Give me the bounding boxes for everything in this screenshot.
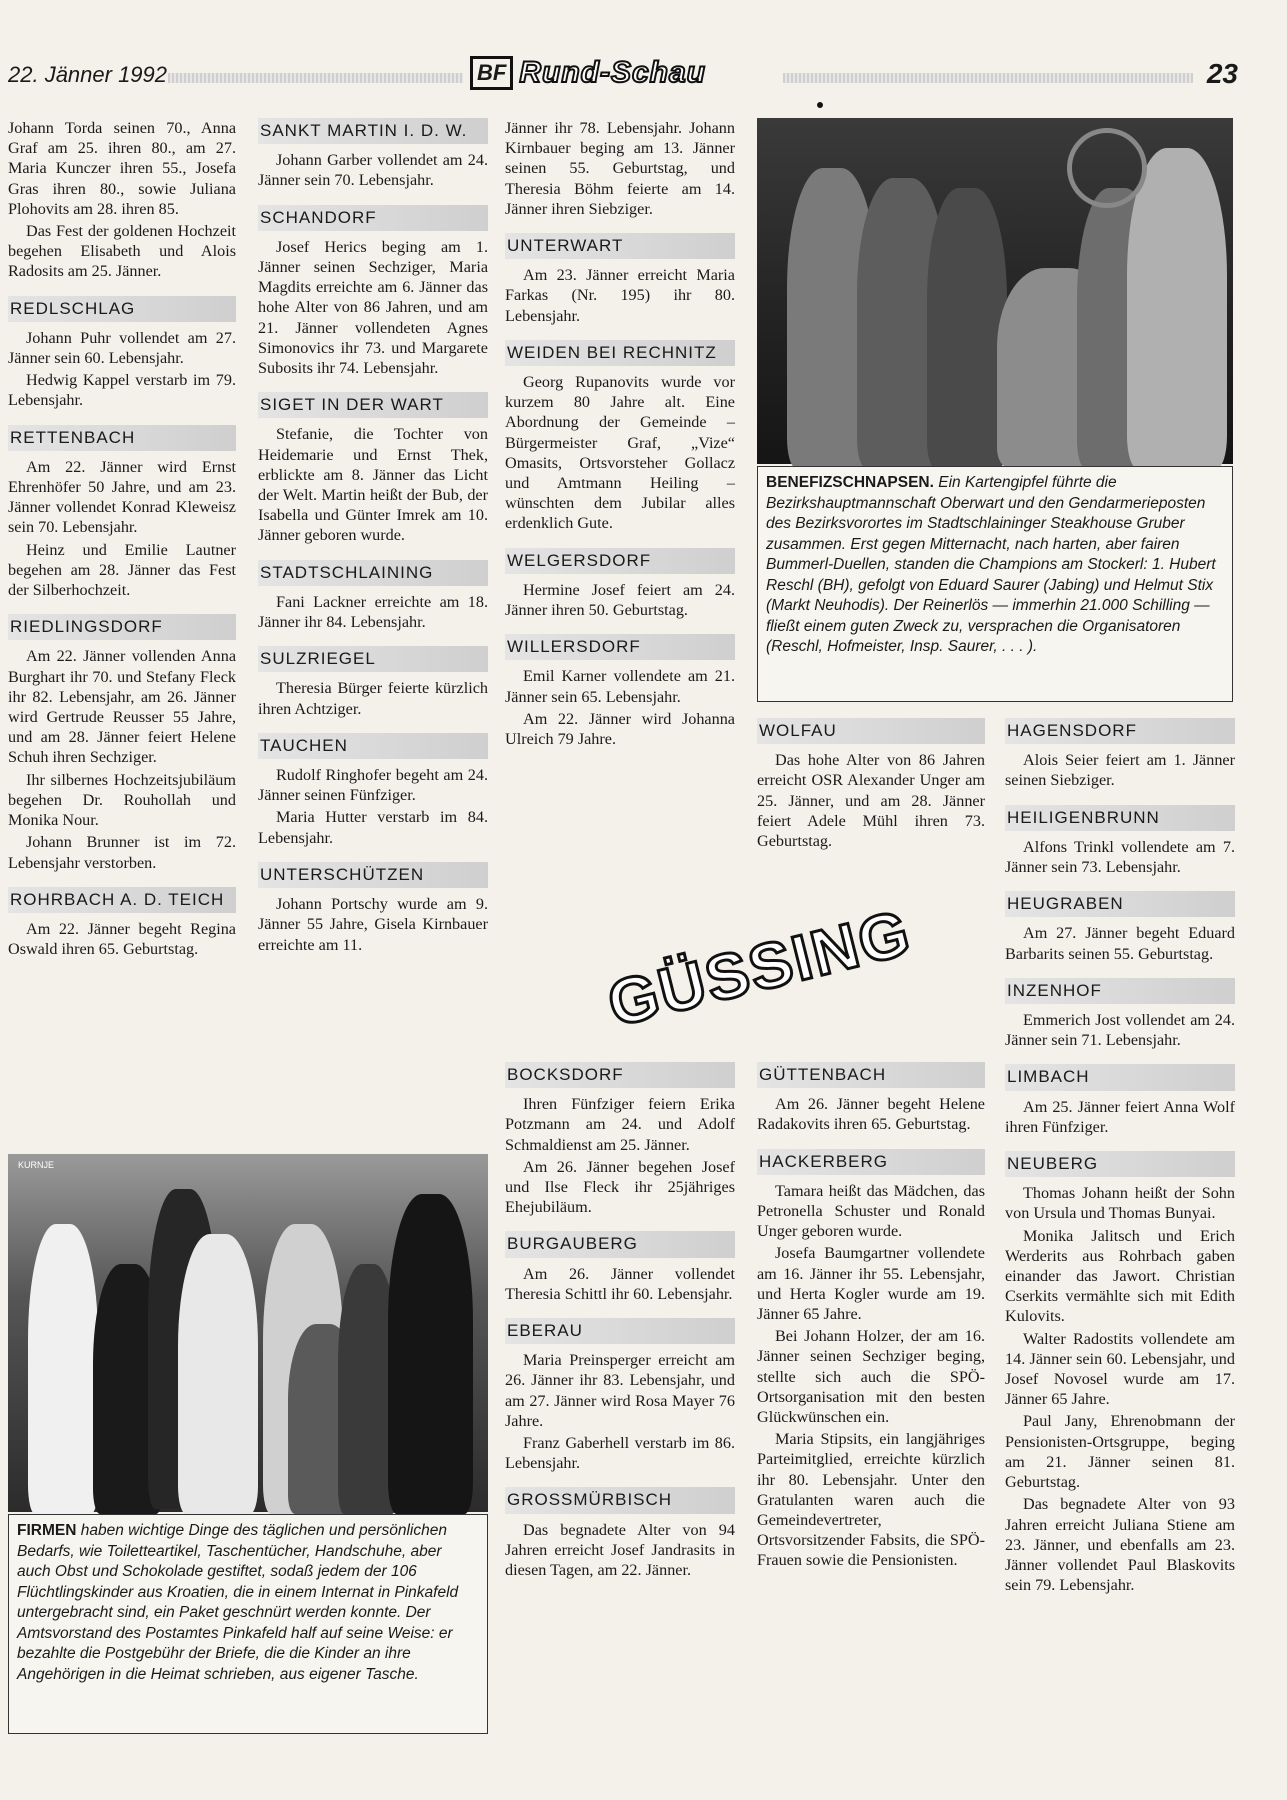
section-heading: WOLFAU — [757, 718, 985, 744]
bf-logo: BF — [470, 56, 513, 90]
article-paragraph: Am 26. Jänner begeht Helene Radakovits ihren 65. Geburtstag. — [757, 1095, 985, 1134]
section-heading: SULZRIEGEL — [258, 646, 488, 672]
column-5 — [1005, 718, 1235, 1597]
article-paragraph: Am 27. Jänner begeht Eduard Barbarits seinen 55. Geburtstag. — [1005, 924, 1235, 963]
article-paragraph: Hedwig Kappel verstarb im 79. Lebensjahr. — [8, 371, 236, 410]
section-heading: STADTSCHLAINING — [258, 560, 488, 586]
section-heading: HACKERBERG — [757, 1149, 985, 1175]
firmen-photo — [8, 1154, 488, 1512]
article-paragraph: Am 23. Jänner erreicht Maria Farkas (Nr. 195) ihr 80. Lebensjahr. — [505, 266, 735, 325]
caption-firmen — [8, 1514, 488, 1734]
guessing-title-graphic — [600, 880, 919, 1041]
article-paragraph: Jänner ihr 78. Lebensjahr. Johann Kirnbauer beging am 13. Jänner seinen 55. Geburtstag, und Theresia Böhm feierte am 14. Jänner ihren Siebziger. — [505, 119, 735, 218]
article-paragraph: Johann Garber vollendet am 24. Jänner sein 70. Lebensjahr. — [258, 151, 488, 190]
page-header — [8, 58, 1238, 94]
article-paragraph: Rudolf Ringhofer begeht am 24. Jänner seinen Fünfziger. — [258, 766, 488, 805]
article-paragraph: Stefanie, die Tochter von Heidemarie und Ernst Thek, erblickte am 8. Jänner das Licht der Welt. Martin heißt der Bub, der Isabella und Günter Imrek am 10. Jänner geboren wurde. — [258, 425, 488, 545]
section-heading: WEIDEN BEI RECHNITZ — [505, 340, 735, 366]
page-number: 23 — [1206, 58, 1238, 89]
section-heading: LIMBACH — [1005, 1064, 1235, 1090]
article-paragraph: Johann Puhr vollendet am 27. Jänner sein 60. Lebensjahr. — [8, 328, 236, 368]
section-heading: HEUGRABEN — [1005, 891, 1235, 917]
article-paragraph: Das hohe Alter von 86 Jahren erreicht OSR Alexander Unger am 25. Jänner, und am 28. Jänner feiert Adele Mühl ihren 73. Geburtstag. — [757, 751, 985, 851]
section-heading: RETTENBACH — [8, 425, 236, 451]
column-3-guessing — [505, 1062, 735, 1582]
article-paragraph: Johann Portschy wurde am 9. Jänner 55 Jahre, Gisela Kirnbauer erreichte am 11. — [258, 895, 488, 954]
section-heading: WELGERSDORF — [505, 548, 735, 574]
section-heading: HEILIGENBRUNN — [1005, 805, 1235, 831]
section-heading: UNTERSCHÜTZEN — [258, 862, 488, 888]
column-3 — [505, 118, 735, 751]
article-paragraph: Alfons Trinkl vollendete am 7. Jänner sein 73. Lebensjahr. — [1005, 837, 1235, 877]
section-heading: HAGENSDORF — [1005, 718, 1235, 744]
section-heading: RIEDLINGSDORF — [8, 614, 236, 640]
print-mark — [817, 102, 823, 108]
article-paragraph: Josef Herics beging am 1. Jänner seinen Sechziger, Maria Magdits erreichte am 6. Jänner das hohe Alter von 86 Jahren, und am 21. Jänner vollendeten Agnes Simonovics ihr 73. und Margarete Subosits ihr 74. Lebensjahr. — [258, 237, 488, 378]
article-paragraph: Bei Johann Holzer, der am 16. Jänner seinen Sechziger beging, stellte sich auch die SPÖ-Ortsorganisation mit den besten Glückwünschen ein. — [757, 1327, 985, 1427]
column-4-guessing — [757, 1062, 985, 1573]
article-paragraph: Am 22. Jänner begeht Regina Oswald ihren 65. Geburtstag. — [8, 919, 236, 959]
article-paragraph: Maria Hutter verstarb im 84. Lebensjahr. — [258, 808, 488, 847]
rundschau-logo: Rund-Schau — [519, 56, 706, 89]
section-heading: EBERAU — [505, 1318, 735, 1344]
article-paragraph: Emmerich Jost vollendet am 24. Jänner sein 71. Lebensjahr. — [1005, 1011, 1235, 1050]
article-paragraph: Am 26. Jänner begehen Josef und Ilse Fleck ihr 25jähriges Ehejubiläum. — [505, 1157, 735, 1217]
caption-text: Ein Kartengipfel führte die Bezirkshauptmannschaft Oberwart und den Gendarmerieposten des Bezirksvorortes im Stadtschlaininger Steakhouse Gruber zusammen. Erst gegen Mitternacht, nach harten, aber fairen Bummerl-Duellen, standen die Champions am Stockerl: 1. Hubert Reschl (BH), gefolgt von Eduard Saurer (Jabing) und Helmut Stix (Markt Neuhodis). Der Reinerlös — immerhin 21.000 Schilling — fließt einem guten Zweck zu, versprachen die Organisatoren (Reschl, Hofmeister, Insp. Saurer, . . . ). — [766, 474, 1216, 655]
article-paragraph: Tamara heißt das Mädchen, das Petronella Schuster und Ronald Unger geboren wurde. — [757, 1181, 985, 1241]
article-paragraph: Ihr silbernes Hochzeitsjubiläum begehen Dr. Rouhollah und Monika Nour. — [8, 770, 236, 830]
article-paragraph: Heinz und Emilie Lautner begehen am 28. Jänner das Fest der Silberhochzeit. — [8, 540, 236, 600]
benefizschnapsen-photo — [757, 118, 1233, 464]
caption-text: haben wichtige Dinge des täglichen und persönlichen Bedarfs, wie Toiletteartikel, Taschentücher, Handschuhe, aber auch Obst und Schokolade gestiftet, sodaß jedem der 106 Flüchtlingskinder aus Kroatien, die in einem Internat in Pinkafeld untergebracht sind, ein Paket geschnürt werden konnte. Der Amtsvorstand des Postamtes Pinkafeld half auf seine Weise: er bezahlte die Postgebühr der Briefe, die die Kinder an ihre Angehörigen in die Heimat schrieben, aus eigener Tasche. — [17, 1522, 459, 1683]
column-2 — [258, 118, 488, 957]
section-heading: BOCKSDORF — [505, 1062, 735, 1088]
article-paragraph: Das Fest der goldenen Hochzeit begehen Elisabeth und Alois Radosits am 25. Jänner. — [8, 222, 236, 281]
article-paragraph: Emil Karner vollendete am 21. Jänner sein 65. Lebensjahr. — [505, 667, 735, 706]
article-paragraph: Franz Gaberhell verstarb im 86. Lebensjahr. — [505, 1434, 735, 1473]
caption-lead: FIRMEN — [17, 1522, 77, 1539]
article-paragraph: Monika Jalitsch und Erich Werderits aus Rohrbach gaben einander das Jawort. Christian Cserkits vermählte sich mit Edith Kulovits. — [1005, 1226, 1235, 1326]
section-heading: GROSSMÜRBISCH — [505, 1487, 735, 1513]
section-heading: NEUBERG — [1005, 1151, 1235, 1177]
section-heading: REDLSCHLAG — [8, 296, 236, 322]
article-paragraph: Paul Jany, Ehrenobmann der Pensionisten-Ortsgruppe, beging am 21. Jänner seinen 81. Geburtstag. — [1005, 1412, 1235, 1492]
article-paragraph: Am 22. Jänner wird Ernst Ehrenhöfer 50 Jahre, und am 23. Jänner vollendet Konrad Kleweisz sein 70. Lebensjahr. — [8, 457, 236, 537]
article-paragraph: Maria Preinsperger erreicht am 26. Jänner ihr 83. Lebensjahr, und am 27. Jänner wird Rosa Mayer 76 Jahre. — [505, 1351, 735, 1430]
article-paragraph: Theresia Bürger feierte kürzlich ihren Achtziger. — [258, 679, 488, 718]
issue-date: 22. Jänner 1992 — [8, 62, 168, 87]
article-paragraph: Ihren Fünfziger feiern Erika Potzmann am 24. und Adolf Schmaldienst am 25. Jänner. — [505, 1095, 735, 1154]
section-heading: SIGET IN DER WART — [258, 392, 488, 418]
article-paragraph: Johann Torda seinen 70., Anna Graf am 25. ihren 80., am 27. Maria Kunczer ihren 55., Josefa Gras ihren 80., sowie Juliana Plohovits am 28. ihren 85. — [8, 119, 236, 218]
caption-benefizschnapsen — [757, 466, 1233, 702]
section-heading: GÜTTENBACH — [757, 1062, 985, 1088]
photo-credit: KURNJE — [18, 1160, 55, 1170]
section-heading: UNTERWART — [505, 233, 735, 259]
section-heading: ROHRBACH A. D. TEICH — [8, 887, 236, 913]
column-1 — [8, 118, 236, 961]
column-4 — [757, 718, 985, 853]
article-paragraph: Fani Lackner erreichte am 18. Jänner ihr 84. Lebensjahr. — [258, 592, 488, 632]
article-paragraph: Hermine Josef feiert am 24. Jänner ihren 50. Geburtstag. — [505, 580, 735, 620]
article-paragraph: Das begnadete Alter von 94 Jahren erreicht Josef Jandrasits in diesen Tagen, am 22. Jänner. — [505, 1520, 735, 1580]
section-heading: SANKT MARTIN I. D. W. — [258, 118, 488, 144]
section-heading: INZENHOF — [1005, 978, 1235, 1004]
header-rule-right — [783, 73, 1193, 83]
article-paragraph: Das begnadete Alter von 93 Jahren erreicht Juliana Stiene am 23. Jänner, und ebenfalls am 23. Jänner vollendet Paul Blaskovits sein 79. Lebensjahr. — [1005, 1495, 1235, 1595]
section-heading: WILLERSDORF — [505, 634, 735, 660]
caption-lead: BENEFIZSCHNAPSEN. — [766, 474, 934, 491]
article-paragraph: Maria Stipsits, ein langjähriges Parteimitglied, erreichte kürzlich ihr 80. Lebensjahr. Unter den Gratulanten waren auch die Gemeindevertreter, Ortsvorsitzender Fabsits, die SPÖ-Frauen sowie die Pensionisten. — [757, 1430, 985, 1570]
article-paragraph: Am 22. Jänner wird Johanna Ulreich 79 Jahre. — [505, 709, 735, 749]
guessing-section-logo — [600, 880, 919, 1041]
masthead-logo — [470, 54, 706, 92]
article-paragraph: Walter Radostits vollendete am 14. Jänner sein 60. Lebensjahr, und Josef Novosel wurde am 17. Jänner 65 Jahre. — [1005, 1329, 1235, 1409]
section-heading: TAUCHEN — [258, 733, 488, 759]
section-heading: BURGAUBERG — [505, 1231, 735, 1257]
article-paragraph: Johann Brunner ist im 72. Lebensjahr verstorben. — [8, 833, 236, 872]
article-paragraph: Alois Seier feiert am 1. Jänner seinen Siebziger. — [1005, 751, 1235, 790]
guessing-title: GÜSSING — [600, 895, 919, 1041]
article-paragraph: Am 22. Jänner vollenden Anna Burghart ihr 70. und Stefany Fleck ihr 82. Lebensjahr, am 26. Jänner wird Gertrude Reusser 55 Jahre, und am 28. Jänner feiert Helene Schuh ihren Sechziger. — [8, 647, 236, 767]
header-rule-left — [168, 73, 463, 83]
article-paragraph: Georg Rupanovits wurde vor kurzem 80 Jahre alt. Eine Abordnung der Gemeinde – Bürgermeister Graf, „Vize“ Omasits, Ortsvorsteher Gollacz und Amtmann Heiling – wünschten dem Jubilar alles erdenklich Gute. — [505, 373, 735, 533]
article-paragraph: Thomas Johann heißt der Sohn von Ursula und Thomas Bunyai. — [1005, 1184, 1235, 1223]
article-paragraph: Am 26. Jänner vollendet Theresia Schittl ihr 60. Lebensjahr. — [505, 1264, 735, 1303]
article-paragraph: Am 25. Jänner feiert Anna Wolf ihren Fünfziger. — [1005, 1097, 1235, 1136]
section-heading: SCHANDORF — [258, 205, 488, 231]
article-paragraph: Josefa Baumgartner vollendete am 16. Jänner ihr 55. Lebensjahr, und Herta Kogler wurde am 19. Jänner 65 Jahre. — [757, 1244, 985, 1324]
